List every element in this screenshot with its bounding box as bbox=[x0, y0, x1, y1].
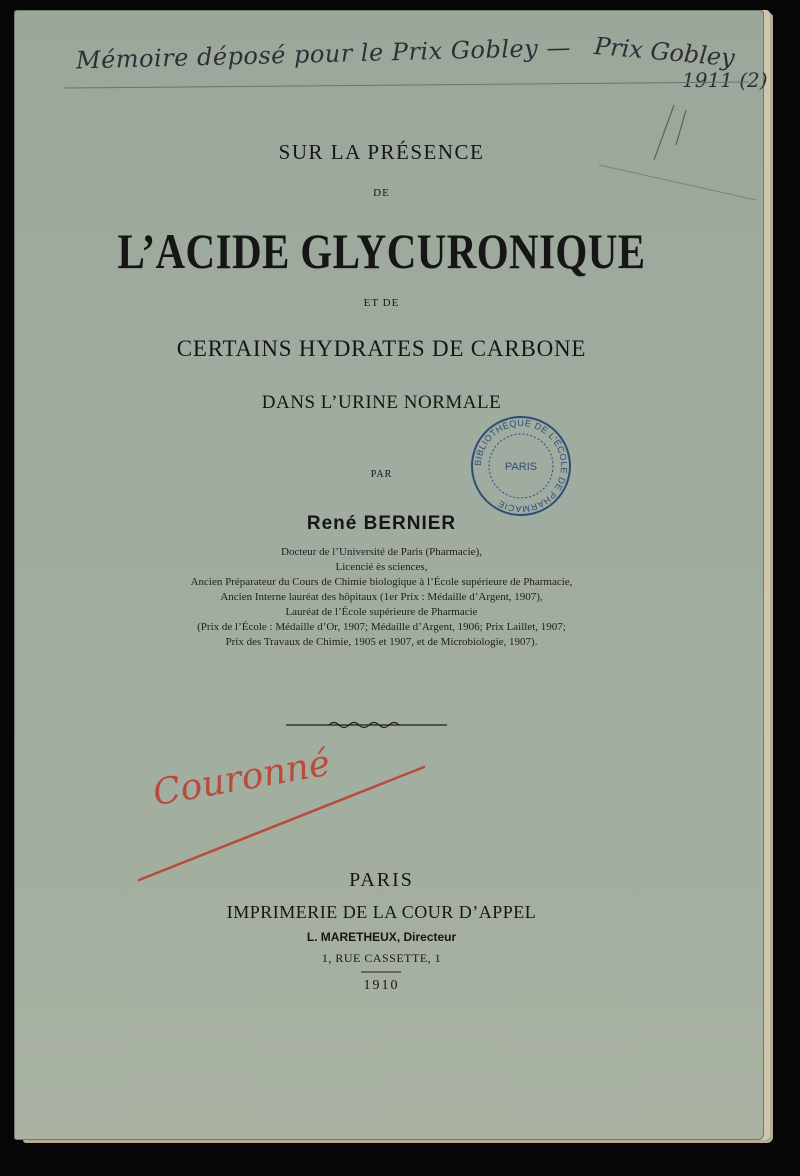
main-title: L’ACIDE GLYCURONIQUE bbox=[117, 223, 646, 279]
credential-line: Lauréat de l’École supérieure de Pharmacie bbox=[285, 606, 478, 618]
by-line: PAR bbox=[370, 469, 393, 480]
stamp-ring-text: BIBLIOTHÈQUE DE L'ÉCOLE DE PHARMACIE bbox=[472, 417, 570, 515]
stamp-center-text: PARIS bbox=[504, 461, 538, 473]
red-pencil-stroke bbox=[134, 755, 434, 885]
printer-address: 1, RUE CASSETTE, 1 bbox=[321, 951, 442, 965]
cover-page bbox=[14, 10, 768, 1140]
year-rule bbox=[361, 971, 401, 974]
author-name: René BERNIER bbox=[306, 513, 457, 534]
library-stamp bbox=[469, 414, 573, 518]
credential-line: Docteur de l’Université de Paris (Pharmacie), bbox=[281, 546, 482, 558]
credential-line: Ancien Interne lauréat des hôpitaux (1er Prix : Médaille d’Argent, 1907), bbox=[220, 591, 543, 603]
title-line-1: SUR LA PRÉSENCE bbox=[278, 140, 485, 164]
pencil-marks bbox=[14, 10, 764, 250]
title-line-4: CERTAINS HYDRATES DE CARBONE bbox=[176, 336, 587, 361]
handwritten-note: Mémoire déposé pour le Prix Gobley — bbox=[75, 33, 572, 75]
publication-year: 1910 bbox=[363, 978, 400, 993]
credential-line: Licencié ès sciences, bbox=[335, 561, 428, 573]
printer-director: L. MARETHEUX, Directeur bbox=[306, 930, 457, 944]
red-pencil-note: Couronné bbox=[149, 742, 334, 815]
handwritten-year: 1911 (2) bbox=[682, 68, 768, 92]
title-line-5: DANS L’URINE NORMALE bbox=[261, 392, 502, 413]
handwritten-prize: Prix Gobley bbox=[593, 31, 736, 73]
credential-line: (Prix de l’École : Médaille d’Or, 1907; Médaille d’Argent, 1906; Prix Laillet, 1907; bbox=[197, 621, 566, 633]
publication-place: PARIS bbox=[349, 869, 414, 891]
credential-line: Prix des Travaux de Chimie, 1905 et 1907, et de Microbiologie, 1907). bbox=[225, 636, 538, 648]
printer: IMPRIMERIE DE LA COUR D’APPEL bbox=[226, 902, 537, 922]
title-de: DE bbox=[373, 187, 390, 199]
author-credentials bbox=[14, 545, 749, 650]
credential-line: Ancien Préparateur du Cours de Chimie biologique à l’École supérieure de Pharmacie, bbox=[190, 576, 573, 588]
title-et-de: ET DE bbox=[363, 297, 400, 309]
ornamental-rule bbox=[284, 718, 449, 732]
